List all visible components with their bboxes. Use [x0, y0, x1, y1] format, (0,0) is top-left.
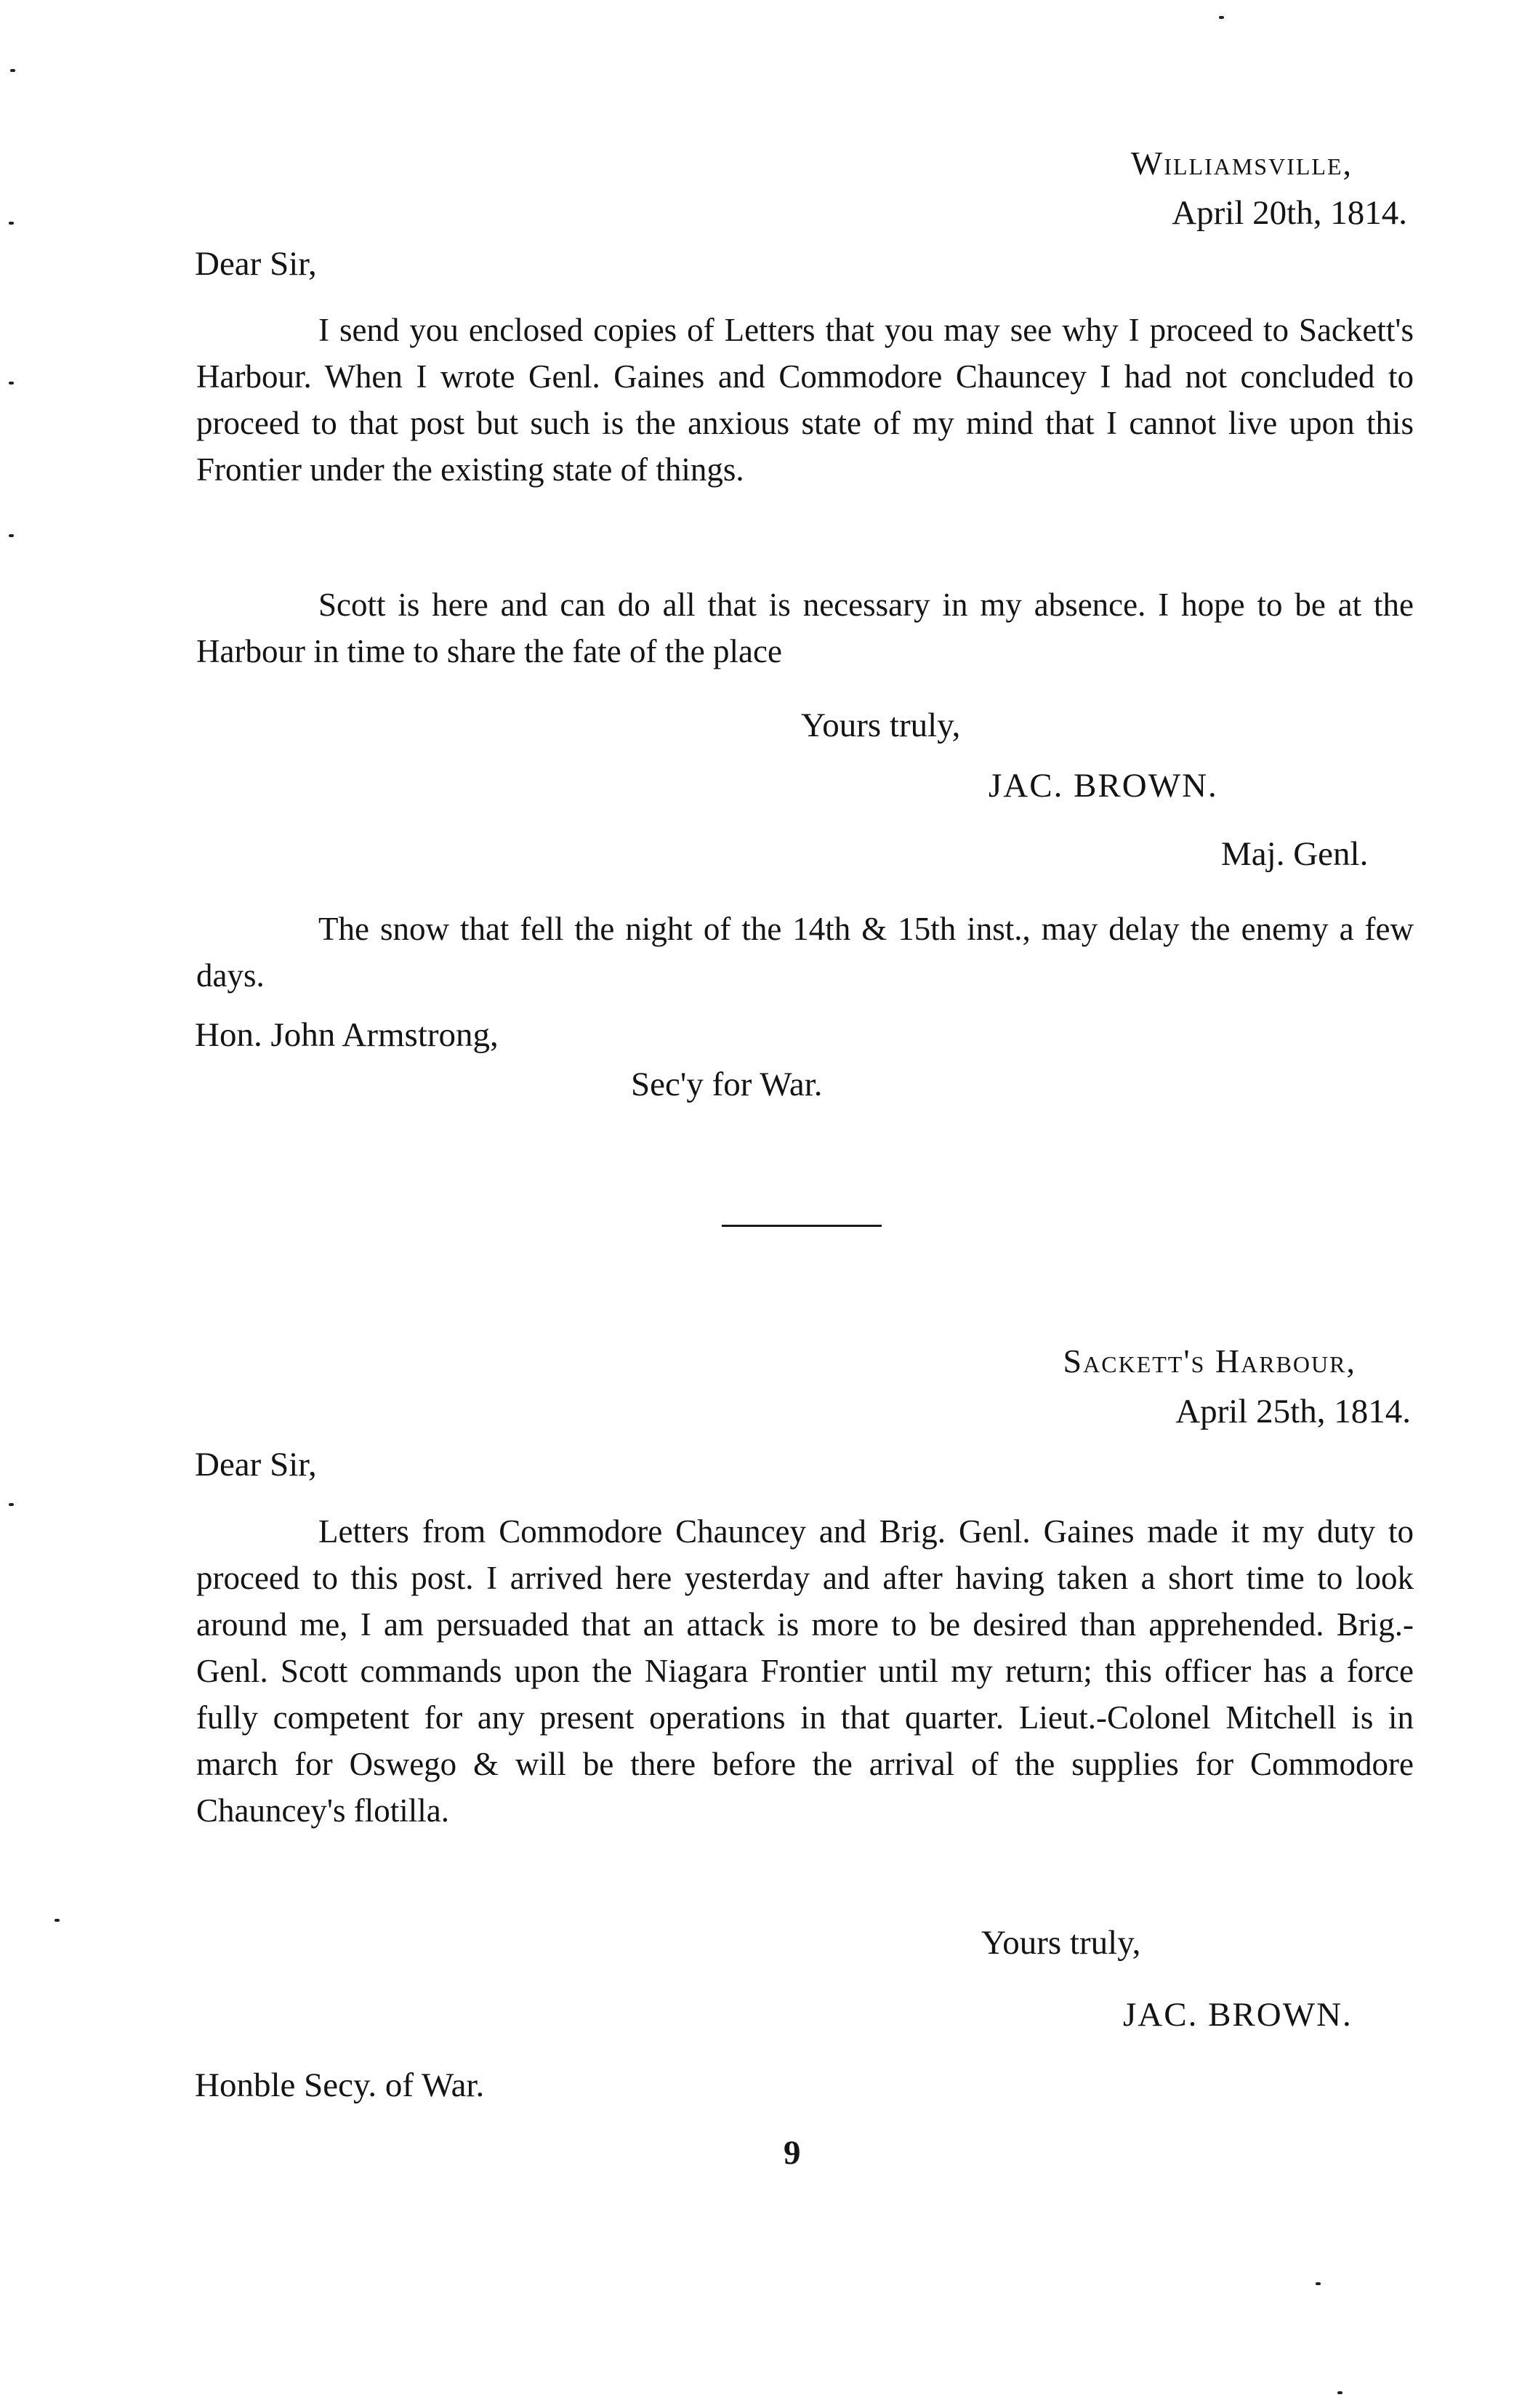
scan-speck — [1316, 2282, 1321, 2285]
letter2-signature: JAC. BROWN. — [1123, 1996, 1353, 2034]
scan-speck — [9, 1503, 14, 1506]
letter2-addressee: Honble Secy. of War. — [195, 2066, 485, 2104]
scan-speck — [9, 222, 14, 225]
letter1-signature: JAC. BROWN. — [989, 767, 1218, 805]
scan-speck — [9, 534, 14, 537]
letter1-closing: Yours truly, — [801, 706, 961, 744]
letter2-paragraph-1: Letters from Commodore Chauncey and Brig. Genl. Gaines made it my duty to proceed to this post. I arrived here yesterday and after having taken a short time to look around me, I am persuaded that an attack is more to be desired than apprehended. Brig.-Genl. Scott commands upon the Niagara Frontier until my return; this officer has a force fully competent for any present operations in that quarter. Lieut.-Colonel Mitchell is in march for Oswego & will be there before the arrival of the supplies for Commodore Chauncey's flotilla. — [196, 1513, 1414, 1829]
letter1-paragraph-1: I send you enclosed copies of Letters that you may see why I proceed to Sackett's Harbour. When I wrote Genl. Gaines and Commodore Chauncey I had not concluded to proceed to that post but such is the anxious state of my mind that I cannot live upon this Frontier under the existing state of things. — [196, 312, 1414, 488]
letter1-paragraph-2: Scott is here and can do all that is necessary in my absence. I hope to be at the Harbour in time to share the fate of the place — [196, 587, 1414, 669]
scan-speck — [1219, 16, 1224, 19]
scan-speck — [1337, 2391, 1342, 2394]
letter1-addressee-name: Hon. John Armstrong, — [195, 1016, 499, 1054]
page-number: 9 — [784, 2134, 801, 2172]
letter2-salutation: Dear Sir, — [195, 1446, 317, 1483]
letter2-closing: Yours truly, — [981, 1924, 1141, 1962]
letter2-place: Sackett's Harbour, — [1063, 1342, 1356, 1380]
scan-speck — [9, 382, 14, 384]
scan-speck — [10, 69, 15, 72]
letter1-salutation: Dear Sir, — [195, 245, 317, 283]
letter1-place: Williamsville, — [1130, 145, 1353, 182]
letter1-rank: Maj. Genl. — [1221, 835, 1369, 873]
letter1-addressee-title: Sec'y for War. — [631, 1066, 823, 1103]
letter1-postscript: The snow that fell the night of the 14th & 15th inst., may delay the enemy a few days. — [196, 911, 1414, 994]
letter1-date: April 20th, 1814. — [1172, 194, 1407, 232]
letter2-date: April 25th, 1814. — [1175, 1393, 1411, 1430]
section-divider — [722, 1225, 882, 1227]
scan-speck — [55, 1919, 60, 1922]
